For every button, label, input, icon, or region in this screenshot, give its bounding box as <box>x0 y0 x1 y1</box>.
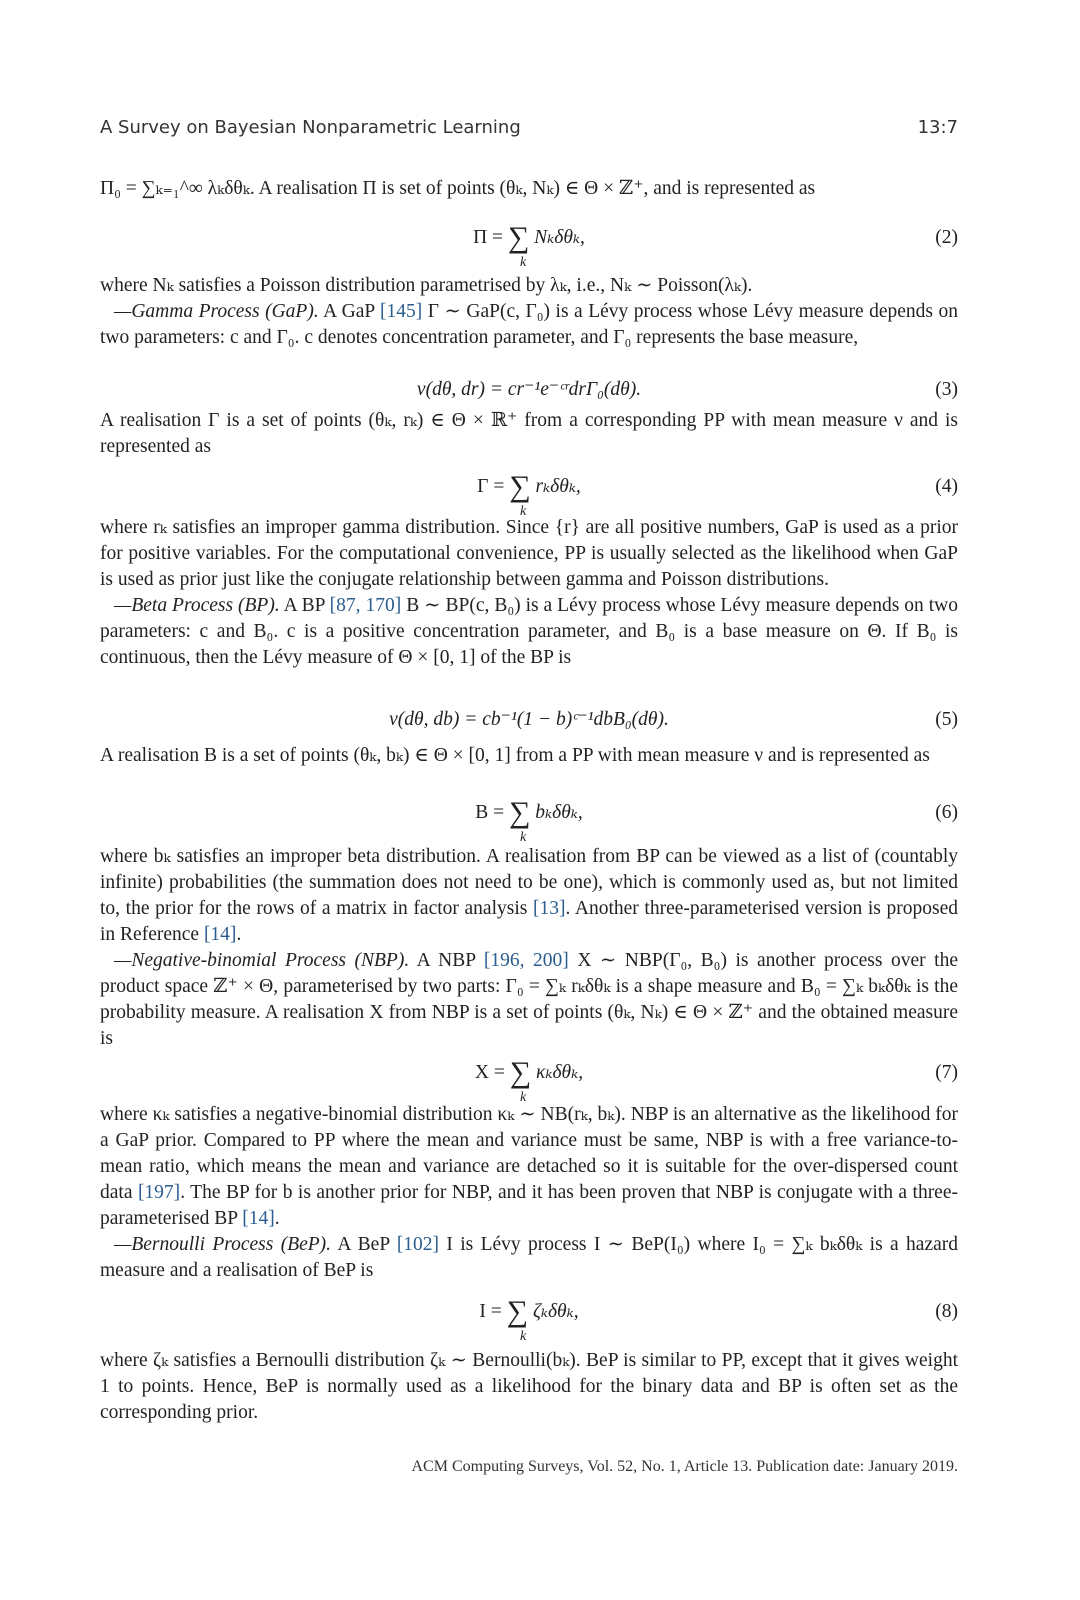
sum-symbol: ∑ <box>509 796 531 829</box>
text: . <box>236 924 242 945</box>
paragraph-gap <box>100 273 958 351</box>
eq-lhs: B = <box>475 802 505 823</box>
eq-rhs: bₖδθₖ, <box>535 802 583 823</box>
eq-lhs: I = <box>479 1301 502 1322</box>
equation-number: (5) <box>935 709 958 730</box>
paragraph-bp <box>100 515 958 671</box>
running-title: A Survey on Bayesian Nonparametric Learning <box>100 117 521 138</box>
eq-rhs: Nₖδθₖ, <box>534 227 585 248</box>
text: I is Lévy process I ∼ BeP(I₀) where I₀ = ∑ₖ bₖδθₖ is a hazard measure and a realisation of BeP is <box>100 1234 958 1281</box>
text: A GaP <box>318 301 381 322</box>
sum-symbol: ∑ <box>509 470 531 503</box>
equation-number: (8) <box>935 1301 958 1322</box>
text: X ∼ NBP(Γ₀, B₀) is another process over the product space ℤ⁺ × Θ, parameterised by two parts: Γ₀ = ∑ₖ rₖδθₖ is a shape measure and B₀ = ∑ₖ bₖδθₖ is the probability measure. A realisation X from NBP is a set of points (θₖ, Nₖ) ∈ Θ × ℤ⁺ and the obtained measure is <box>100 950 958 1049</box>
citation-link[interactable]: [14] <box>203 924 237 945</box>
sum-index: k <box>520 504 527 519</box>
text: where bₖ satisfies an improper beta distribution. A realisation from BP can be viewed as a list of (countably infinite) probabilities (the summation does not need to be one), which is commonly used as, but not limited to, the prior for the rows of a matrix in factor analysis <box>100 846 958 919</box>
equation-number: (2) <box>935 227 958 248</box>
nbp-heading: —Negative-binomial Process (NBP). <box>114 950 410 971</box>
sum-symbol: ∑ <box>506 1295 529 1328</box>
equation-number: (7) <box>935 1062 958 1083</box>
sum-index: k <box>520 1329 527 1344</box>
paragraph-bep <box>100 1102 958 1284</box>
citation-link[interactable]: [13] <box>532 898 566 919</box>
equation-number: (3) <box>935 379 958 400</box>
text: . The BP for b is another prior for NBP, and it has been proven that NBP is conjugate with a three-parameterised BP <box>100 1182 958 1229</box>
eq-lhs: Γ = <box>477 476 505 497</box>
paragraph-beta-realisation: A realisation B is a set of points (θₖ, bₖ) ∈ Θ × [0, 1] from a PP with mean measure ν and is represented as <box>100 745 930 766</box>
eq-rhs: ζₖδθₖ, <box>532 1301 579 1322</box>
text: A BP <box>279 595 330 616</box>
text: . <box>274 1208 280 1229</box>
eq-rhs: κₖδθₖ, <box>536 1062 584 1083</box>
citation-link[interactable]: [14] <box>242 1208 275 1229</box>
text: B ∼ BP(c, B₀) is a Lévy process whose Lévy measure depends on two parameters: c and B₀. c is a positive concentration parameter, and B₀ is a base measure on Θ. If B₀ is continuous, then the Lévy measure of Θ × [0, 1] of the BP is <box>100 595 958 668</box>
text: . Another three-parameterised version is proposed in Reference <box>100 898 958 945</box>
equation-2 <box>100 221 958 275</box>
eq-body: ν(dθ, db) = cb⁻¹(1 − b)ᶜ⁻¹dbB₀(dθ). <box>389 709 669 730</box>
paragraph-gamma-realisation: A realisation Γ is a set of points (θₖ, rₖ) ∈ Θ × ℝ⁺ from a corresponding PP with mean measure ν and is represented as <box>100 410 958 457</box>
paragraph-nbp <box>100 844 958 1052</box>
sum-symbol: ∑ <box>509 1056 532 1089</box>
text: where κₖ satisfies a negative-binomial distribution κₖ ∼ NB(rₖ, bₖ). NBP is an alternative as the likelihood for a GaP prior. Compared to PP where the mean and variance must be same, NBP is with a free variance-to-mean ratio, which means the mean and variance are detached so it is suitable for the over-dispersed count data <box>100 1104 958 1203</box>
eq-lhs: Π = <box>473 227 504 248</box>
eq-rhs: rₖδθₖ, <box>535 476 581 497</box>
citation-link[interactable]: [87, 170] <box>329 595 402 616</box>
equation-number: (6) <box>935 802 958 823</box>
citation-link[interactable]: [145] <box>380 301 423 322</box>
text: A BeP <box>331 1234 397 1255</box>
paragraph-bernoulli: where ζₖ satisfies a Bernoulli distribution ζₖ ∼ Bernoulli(bₖ). BeP is similar to PP, except that it gives weight 1 to points. Hence, BeP is normally used as a likelihood for the binary data and BP is often set as the corresponding prior. <box>100 1350 958 1423</box>
text: Γ ∼ GaP(c, Γ₀) is a Lévy process whose Lévy measure depends on two parameters: c and Γ₀. c denotes concentration parameter, and Γ₀ represents the base measure, <box>100 301 959 348</box>
citation-link[interactable]: [197] <box>137 1182 181 1203</box>
sum-index: k <box>520 255 527 270</box>
equation-6 <box>100 796 958 850</box>
gamma-text: where rₖ satisfies an improper gamma distribution. Since {r} are all positive numbers, GaP is used as a prior for positive variables. For the computational convenience, PP is usually selected as the likelihood when GaP is used as prior just like the conjugate relationship between gamma and Poisson distributions. <box>100 517 958 590</box>
bp-heading: —Beta Process (BP). <box>114 595 280 616</box>
sum-index: k <box>520 1090 527 1105</box>
citation-link[interactable]: [196, 200] <box>483 950 569 971</box>
sum-symbol: ∑ <box>507 221 530 254</box>
citation-link[interactable]: [102] <box>396 1234 440 1255</box>
page-number: 13:7 <box>917 117 958 138</box>
eq-body: ν(dθ, dr) = cr⁻¹e⁻ᶜʳdrΓ₀(dθ). <box>416 379 642 400</box>
page-footer: ACM Computing Surveys, Vol. 52, No. 1, Article 13. Publication date: January 2019. <box>411 1458 958 1475</box>
equation-number: (4) <box>935 476 958 497</box>
equation-8 <box>100 1295 958 1349</box>
text: A NBP <box>409 950 484 971</box>
paragraph-pp-base: Π₀ = ∑ₖ₌₁^∞ λₖδθₖ. A realisation Π is set of points (θₖ, Nₖ) ∈ Θ × ℤ⁺, and is represented as <box>100 178 816 199</box>
sum-index: k <box>520 830 527 845</box>
eq-lhs: X = <box>474 1062 505 1083</box>
gap-heading: —Gamma Process (GaP). <box>114 301 319 322</box>
poisson-text: where Nₖ satisfies a Poisson distribution parametrised by λₖ, i.e., Nₖ ∼ Poisson(λₖ). <box>100 275 753 296</box>
bep-heading: —Bernoulli Process (BeP). <box>114 1234 332 1255</box>
